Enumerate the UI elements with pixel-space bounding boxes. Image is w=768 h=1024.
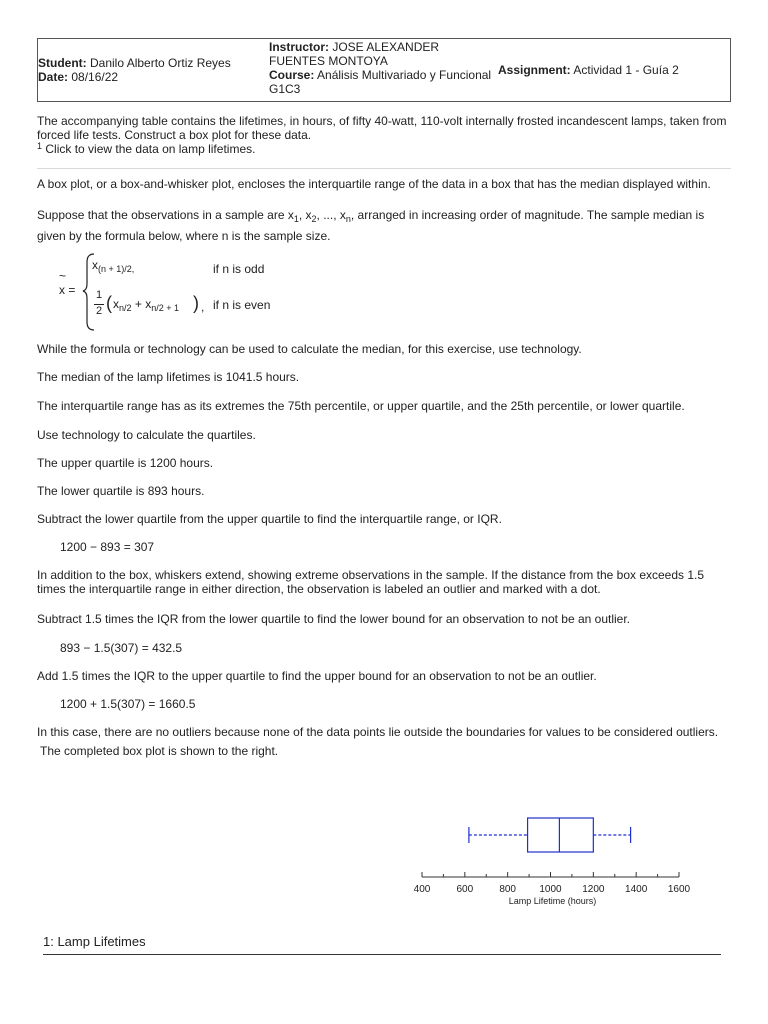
iqr-box <box>528 818 594 852</box>
course-group: G1C3 <box>269 82 301 96</box>
x-axis-label: Lamp Lifetime (hours) <box>508 896 597 906</box>
paragraph-boxplot-def: A box plot, or a box-and-whisker plot, encloses the interquartile range of the data in a box that has the median displayed within. <box>37 177 711 191</box>
assignment-header <box>37 38 731 102</box>
paragraph-median-value: The median of the lamp lifetimes is 1041.5 hours. <box>37 370 300 384</box>
section-divider <box>37 168 731 169</box>
paragraph-upper-bound: Add 1.5 times the IQR to the upper quartile to find the upper bound for an observation to not be an outlier. <box>37 669 597 683</box>
tick-label: 1400 <box>625 884 648 895</box>
paragraph-no-outliers: In this case, there are no outliers because none of the data points lie outside the boundaries for values to be considered outliers. <box>37 725 719 739</box>
student-info: Student: Danilo Alberto Ortiz Reyes Date: 08/16/22 <box>38 56 231 84</box>
box-plot-chart <box>400 805 700 915</box>
instructor-course-info: Instructor: JOSE ALEXANDER FUENTES MONTOYA Course: Análisis Multivariado y Funcional G1C3 <box>269 40 501 96</box>
tick-label: 600 <box>456 884 474 895</box>
tick-label: 1000 <box>539 884 562 895</box>
paragraph-use-technology: While the formula or technology can be used to calculate the median, for this exercise, use technology. <box>37 342 582 356</box>
paragraph-median-intro: Suppose that the observations in a sample are $x_1$, $x_2$, ..., $x_n$, arranged in increasing order of magnitude. The sample median is given by the formula below, where n is the sample size. <box>37 208 705 243</box>
tick-label: 1200 <box>582 884 605 895</box>
instructor-name-2: FUENTES MONTOYA <box>269 54 388 68</box>
assignment-name: Actividad 1 - Guía 2 <box>573 63 679 77</box>
paragraph-lower-quartile: The lower quartile is 893 hours. <box>37 484 205 498</box>
question-intro <box>37 114 727 157</box>
median-formula: ~ x = $x_{(n + 1)/2,}$ if n is odd 1 2 ( $x_{n/2} + x_{n/2 + 1}$ ) , if n is even <box>56 252 316 332</box>
paragraph-iqr-def: The interquartile range has as its extremes the 75th percentile, or upper quartile, and the 25th percentile, or lower quartile. <box>37 399 685 413</box>
equation-lower-bound: 893 − 1.5(307) = 432.5 <box>60 641 183 655</box>
assignment-info: Assignment: Actividad 1 - Guía 2 <box>498 63 679 77</box>
tick-label: 800 <box>499 884 517 895</box>
paragraph-quartiles: Use technology to calculate the quartiles. <box>37 428 256 442</box>
data-link[interactable]: $^1$ Click to view the data on lamp lifetimes. <box>37 141 256 156</box>
tick-label: 400 <box>413 884 431 895</box>
paragraph-iqr-instruction: Subtract the lower quartile from the upper quartile to find the interquartile range, or IQR. <box>37 512 502 526</box>
equation-upper-bound: 1200 + 1.5(307) = 1660.5 <box>60 697 196 711</box>
date: 08/16/22 <box>71 70 119 84</box>
student-name: Danilo Alberto Ortiz Reyes <box>90 56 231 70</box>
course-name: Análisis Multivariado y Funcional <box>317 68 492 82</box>
paragraph-upper-quartile: The upper quartile is 1200 hours. <box>37 456 214 470</box>
tick-label: 1600 <box>667 884 691 895</box>
instructor-name: JOSE ALEXANDER <box>332 40 440 54</box>
question-text: The accompanying table contains the lifetimes, in hours, of fifty 40-watt, 110-volt internally frosted incandescent lamps, taken from forced life tests. Construct a box plot for these data. <box>37 114 727 142</box>
lamp-lifetimes-title[interactable]: 1: Lamp Lifetimes <box>43 934 146 949</box>
paragraph-whiskers: In addition to the box, whiskers extend, showing extreme observations in the sample. If the distance from the box exceeds 1.5 times the interquartile range in either direction, the observation is labeled an outlier and marked with a dot. <box>37 568 705 596</box>
paragraph-completed: The completed box plot is shown to the right. <box>40 744 279 758</box>
equation-iqr: 1200 − 893 = 307 <box>60 540 155 554</box>
paragraph-lower-bound: Subtract 1.5 times the IQR from the lower quartile to find the lower bound for an observation to not be an outlier. <box>37 612 630 626</box>
title-underline <box>43 954 721 955</box>
